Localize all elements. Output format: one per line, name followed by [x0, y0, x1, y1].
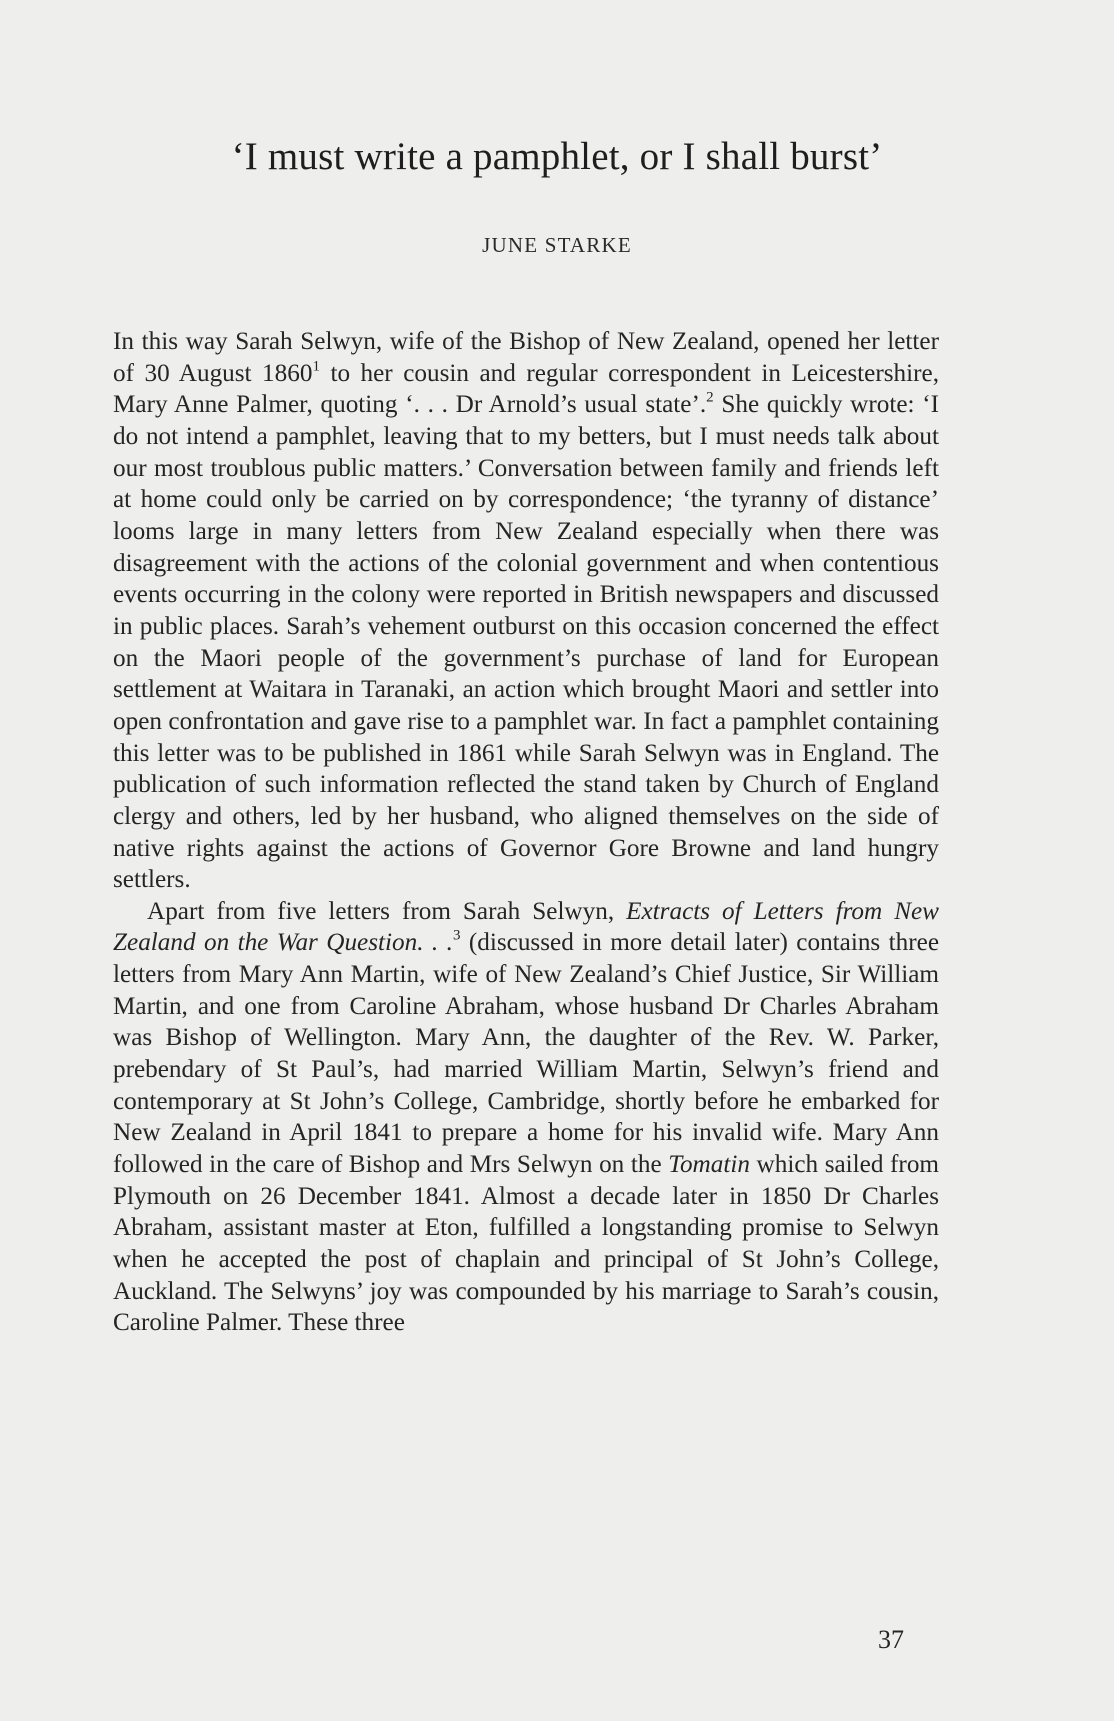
paragraph-2-text-c: which sailed from Plymouth on 26 December 1841. Almost a decade later in 1850 Dr Charles Abraham, assistant master at Eton, fulfilled a longstanding promise to Selwyn when he accepted the post of chaplain and principal of St John’s College, Auckland. The Selwyns’ joy was compounded by his marriage to Sarah’s cousin, Caroline Palmer. These three	[113, 1151, 940, 1337]
paragraph-2-text-a: Apart from five letters from Sarah Selwyn,	[147, 897, 627, 925]
footnote-ref-2: 2	[706, 389, 714, 406]
paragraph-1-text-a: In this way Sarah Selwyn, wife of the Bishop of New Zealand, opened her letter of 30 August 1860	[113, 328, 939, 387]
paragraph-2-text-b: (discussed in more detail later) contains three letters from Mary Ann Martin, wife of New Zealand’s Chief Justice, Sir William Martin, and one from Caroline Abraham, whose husband Dr Charles Abraham was Bishop of Wellington. Mary Ann, the daughter of the Rev. W. Parker, prebendary of St Paul’s, had married William Martin, Selwyn’s friend and contemporary at St John’s College, Cambridge, shortly before he embarked for New Zealand in April 1841 to prepare a home for his invalid wife. Mary Ann followed in the care of Bishop and Mrs Selwyn on the	[113, 929, 939, 1179]
pamphlet-title: Extracts of Letters from New Zealand on the War Question. . .	[113, 897, 939, 957]
article-title: ‘I must write a pamphlet, or I shall burst’	[231, 135, 883, 178]
paragraph-1	[113, 326, 939, 896]
footnote-ref-1: 1	[312, 358, 320, 375]
page-number: 37	[878, 1625, 904, 1654]
article-author: JUNE STARKE	[482, 233, 632, 257]
footnote-ref-3: 3	[452, 927, 461, 944]
paragraph-1-text-c: She quickly wrote: ‘I do not intend a pamphlet, leaving that to my betters, but I must needs talk about our most troublous public matters.’ Conversation between family and friends left at home could only be carried on by correspondence; ‘the tyranny of distance’ looms large in many letters from New Zealand especially when there was disagreement with the actions of the colonial government and when contentious events occurring in the colony were reported in British newspapers and discussed in public places. Sarah’s vehement outburst on this occasion concerned the effect on the Maori people of the government’s purchase of land for European settlement at Waitara in Taranaki, an action which brought Maori and settler into open confrontation and gave rise to a pamphlet war. In fact a pamphlet containing this letter was to be published in 1861 while Sarah Selwyn was in England. The publication of such information reflected the stand taken by Church of England clergy and others, led by her husband, who aligned themselves on the side of native rights against the actions of Governor Gore Browne and land hungry settlers.	[113, 391, 940, 894]
paragraph-2	[113, 896, 939, 1339]
paragraph-1-text-b: to her cousin and regular correspondent in Leicestershire, Mary Anne Palmer, quoting ‘. . . Dr Arnold’s usual state’.	[113, 359, 939, 419]
article-body	[113, 326, 939, 1339]
ship-name: Tomatin	[668, 1151, 750, 1179]
